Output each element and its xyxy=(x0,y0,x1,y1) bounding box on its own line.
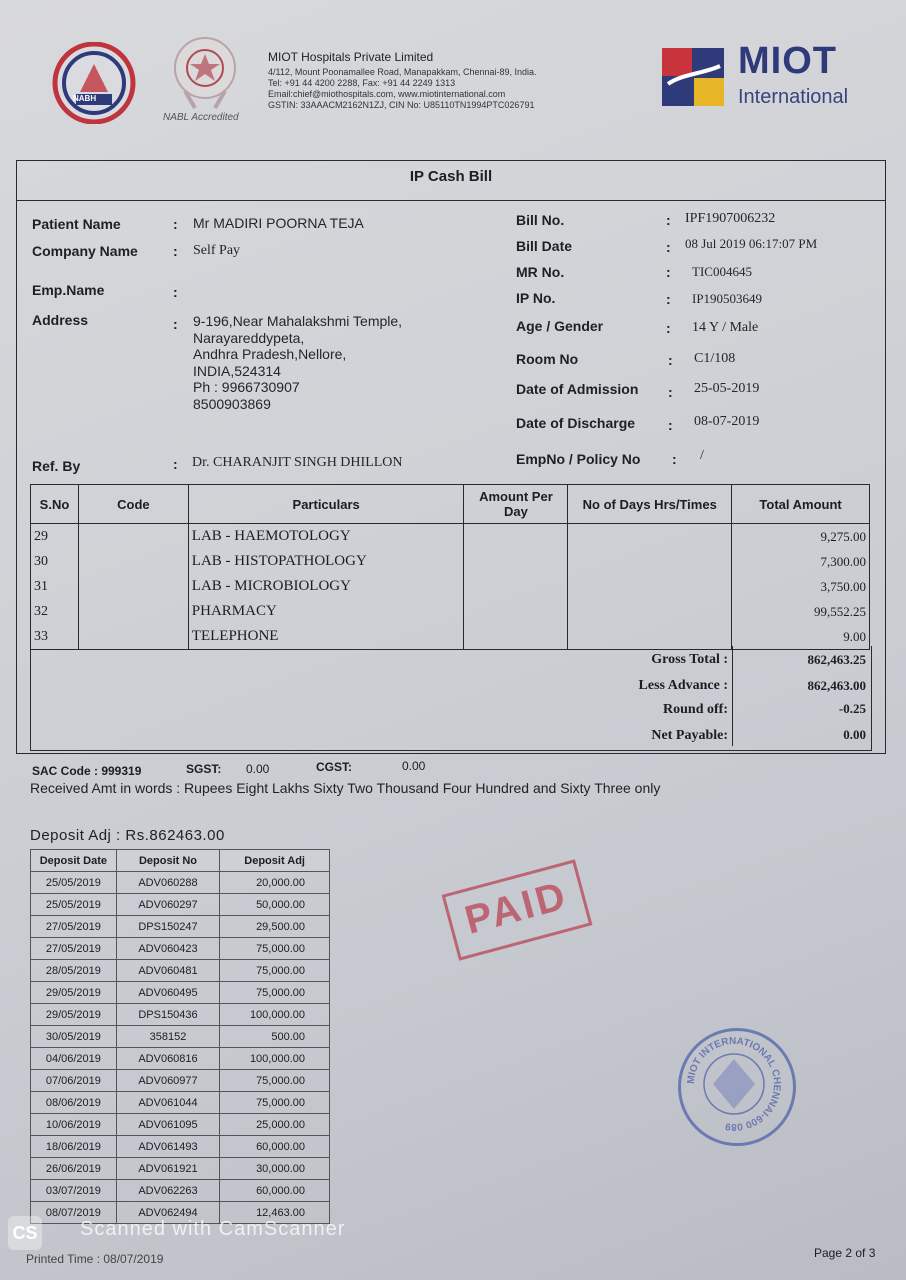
deposit-no: ADV061095 xyxy=(116,1114,220,1136)
col-no-of-days: No of Days Hrs/Times xyxy=(568,485,732,524)
item-days xyxy=(568,599,732,624)
bill-no: IPF1907006232 xyxy=(685,211,776,226)
address-line: 8500903869 xyxy=(193,395,271,412)
gross-total: 862,463.25 xyxy=(807,652,866,667)
col-sno: S.No xyxy=(31,485,79,524)
company-gstin: GSTIN: 33AAACM2162N1ZJ, CIN No: U85110TN1994PTC026791 xyxy=(268,100,535,110)
address-line: Andhra Pradesh,Nellore, xyxy=(193,346,347,362)
company-phone: Tel: +91 44 4200 2288, Fax: +91 44 2249 1313 xyxy=(268,78,456,88)
item-per-day xyxy=(464,599,568,624)
age-gender-label: Age / Gender xyxy=(516,318,604,334)
item-per-day xyxy=(464,574,568,599)
deposit-no: DPS150436 xyxy=(116,1004,220,1026)
ref-by-doctor: Dr. CHARANJIT SINGH DHILLON xyxy=(192,455,403,470)
deposit-date: 18/06/2019 xyxy=(31,1136,117,1158)
deposit-table xyxy=(30,849,330,1224)
deposit-no: ADV062494 xyxy=(116,1202,220,1224)
address-line: Ph : 9966730907 xyxy=(193,379,300,395)
deposit-date: 25/05/2019 xyxy=(31,894,117,916)
deposit-date: 10/06/2019 xyxy=(31,1114,117,1136)
deposit-date: 28/05/2019 xyxy=(31,960,117,982)
item-particular: TELEPHONE xyxy=(188,624,464,650)
address-line: 9-196,Near Mahalakshmi Temple, xyxy=(193,313,403,329)
empno-label: EmpNo / Policy No xyxy=(516,451,641,467)
item-days xyxy=(568,549,732,574)
col-code: Code xyxy=(78,485,188,524)
bill-title: IP Cash Bill xyxy=(409,168,493,185)
sac-code: SAC Code : 999319 xyxy=(32,764,142,778)
table-row xyxy=(31,524,870,550)
paid-stamp: PAID xyxy=(442,859,593,960)
colon: : xyxy=(173,216,178,232)
deposit-no: ADV060297 xyxy=(116,894,220,916)
less-advance: 862,463.00 xyxy=(807,678,866,693)
deposit-date: 08/06/2019 xyxy=(31,1092,117,1114)
address-line: Narayareddypeta, xyxy=(193,329,305,346)
seal-text: MIOT INTERNATIONAL CHENNAI-600 089 xyxy=(685,1035,783,1133)
address-block xyxy=(193,313,402,412)
table-row xyxy=(31,1180,330,1202)
deposit-no: ADV060816 xyxy=(116,1048,220,1070)
deposit-no: ADV060423 xyxy=(116,938,220,960)
item-per-day xyxy=(464,524,568,550)
item-sno: 32 xyxy=(31,599,79,624)
hospital-header xyxy=(268,50,537,111)
company-address: 4/112, Mount Poonamallee Road, Manapakkam, Chennai-89, India. xyxy=(268,67,537,77)
deposit-no: ADV060977 xyxy=(116,1070,220,1092)
deposit-date: 27/05/2019 xyxy=(31,938,117,960)
colon: : xyxy=(173,243,178,259)
deposit-no: ADV061921 xyxy=(116,1158,220,1180)
table-row xyxy=(31,982,330,1004)
sgst-label: SGST: xyxy=(186,762,222,776)
bill-items-table xyxy=(30,484,870,650)
item-total: 9,275.00 xyxy=(732,524,870,550)
item-code xyxy=(78,599,188,624)
deposit-date: 30/05/2019 xyxy=(31,1026,117,1048)
colon: : xyxy=(668,352,673,368)
deposit-adj-title: Deposit Adj : Rs.862463.00 xyxy=(30,827,225,844)
deposit-amount: 60,000.00 xyxy=(220,1136,330,1158)
table-row xyxy=(31,1136,330,1158)
table-row xyxy=(31,1048,330,1070)
item-particular: LAB - MICROBIOLOGY xyxy=(188,574,464,599)
page-number: Page 2 of 3 xyxy=(814,1246,876,1260)
deposit-no: DPS150247 xyxy=(116,916,220,938)
ip-no: IP190503649 xyxy=(692,291,763,306)
discharge-date: 08-07-2019 xyxy=(694,414,760,429)
deposit-no: ADV060495 xyxy=(116,982,220,1004)
address-label: Address xyxy=(32,312,89,328)
item-sno: 31 xyxy=(31,574,79,599)
company-name-label: Company Name xyxy=(32,243,138,259)
ref-by-label: Ref. By xyxy=(32,458,81,474)
company-email: Email:chief@miothospitals.com, www.miotinternational.com xyxy=(268,89,506,99)
item-sno: 33 xyxy=(31,624,79,650)
bill-date: 08 Jul 2019 06:17:07 PM xyxy=(685,236,818,251)
round-off: -0.25 xyxy=(838,701,866,716)
table-row xyxy=(31,916,330,938)
deposit-amount: 75,000.00 xyxy=(220,1070,330,1092)
item-total: 7,300.00 xyxy=(732,549,870,574)
deposit-no: ADV062263 xyxy=(116,1180,220,1202)
table-row xyxy=(31,1026,330,1048)
ip-no-label: IP No. xyxy=(516,290,556,306)
doa-label: Date of Admission xyxy=(516,381,639,397)
col-deposit-date: Deposit Date xyxy=(31,850,117,872)
item-code xyxy=(78,524,188,550)
table-row xyxy=(31,872,330,894)
deposit-amount: 75,000.00 xyxy=(220,960,330,982)
cgst-label: CGST: xyxy=(316,760,352,774)
empno-value: / xyxy=(700,448,704,463)
deposit-amount: 30,000.00 xyxy=(220,1158,330,1180)
deposit-amount: 100,000.00 xyxy=(220,1048,330,1070)
table-row xyxy=(31,574,870,599)
table-row xyxy=(31,1070,330,1092)
deposit-amount: 12,463.00 xyxy=(220,1202,330,1224)
deposit-amount: 100,000.00 xyxy=(220,1004,330,1026)
gross-total-label: Gross Total : xyxy=(651,652,728,667)
deposit-date: 29/05/2019 xyxy=(31,1004,117,1026)
miot-brand: MIOT xyxy=(738,40,837,82)
item-total: 99,552.25 xyxy=(732,599,870,624)
table-row xyxy=(31,549,870,574)
deposit-date: 27/05/2019 xyxy=(31,916,117,938)
bill-date-label: Bill Date xyxy=(516,238,573,254)
deposit-amount: 75,000.00 xyxy=(220,982,330,1004)
item-per-day xyxy=(464,549,568,574)
item-particular: PHARMACY xyxy=(188,599,464,624)
deposit-date: 07/06/2019 xyxy=(31,1070,117,1092)
colon: : xyxy=(666,264,671,280)
item-particular: LAB - HISTOPATHOLOGY xyxy=(188,549,464,574)
col-total-amount: Total Amount xyxy=(732,485,870,524)
deposit-amount: 75,000.00 xyxy=(220,1092,330,1114)
room-no-label: Room No xyxy=(516,351,579,367)
table-row xyxy=(31,960,330,982)
deposit-amount: 60,000.00 xyxy=(220,1180,330,1202)
dod-label: Date of Discharge xyxy=(516,415,636,431)
miot-brand-sub: International xyxy=(738,86,849,108)
table-row xyxy=(31,1092,330,1114)
item-total: 3,750.00 xyxy=(732,574,870,599)
colon: : xyxy=(672,451,677,467)
colon: : xyxy=(173,284,178,300)
colon: : xyxy=(173,316,178,332)
net-payable-label: Net Payable: xyxy=(651,728,728,743)
company-name: MIOT Hospitals Private Limited xyxy=(268,50,434,64)
item-days xyxy=(568,574,732,599)
patient-name-label: Patient Name xyxy=(32,216,121,232)
deposit-amount: 29,500.00 xyxy=(220,916,330,938)
scanner-badge: CS xyxy=(8,1216,42,1250)
deposit-no: ADV060481 xyxy=(116,960,220,982)
mr-no-label: MR No. xyxy=(516,264,565,280)
deposit-no: ADV060288 xyxy=(116,872,220,894)
printed-time: Printed Time : 08/07/2019 xyxy=(26,1252,164,1266)
deposit-amount: 50,000.00 xyxy=(220,894,330,916)
colon: : xyxy=(666,320,671,336)
item-code xyxy=(78,549,188,574)
emp-name-label: Emp.Name xyxy=(32,282,105,298)
col-deposit-no: Deposit No xyxy=(116,850,220,872)
deposit-date: 08/07/2019 xyxy=(31,1202,117,1224)
hospital-seal xyxy=(678,1028,796,1146)
cgst-value: 0.00 xyxy=(402,759,426,773)
colon: : xyxy=(666,291,671,307)
deposit-amount: 20,000.00 xyxy=(220,872,330,894)
deposit-date: 25/05/2019 xyxy=(31,872,117,894)
nabl-caption: NABL Accredited xyxy=(163,112,239,123)
item-particular: LAB - HAEMOTOLOGY xyxy=(188,524,464,550)
room-no: C1/108 xyxy=(694,351,736,366)
col-deposit-adj: Deposit Adj xyxy=(220,850,330,872)
deposit-date: 26/06/2019 xyxy=(31,1158,117,1180)
colon: : xyxy=(668,384,673,400)
title-divider xyxy=(17,200,885,201)
mr-no: TIC004645 xyxy=(692,264,752,279)
deposit-date: 04/06/2019 xyxy=(31,1048,117,1070)
colon: : xyxy=(173,456,178,472)
scanner-watermark: Scanned with CamScanner xyxy=(80,1218,346,1240)
sgst-value: 0.00 xyxy=(246,762,270,776)
colon: : xyxy=(666,212,671,228)
item-code xyxy=(78,574,188,599)
nabh-text: NABH xyxy=(73,94,97,103)
item-sno: 29 xyxy=(31,524,79,550)
deposit-date: 03/07/2019 xyxy=(31,1180,117,1202)
age-gender: 14 Y / Male xyxy=(692,320,759,335)
colon: : xyxy=(666,239,671,255)
item-sno: 30 xyxy=(31,549,79,574)
deposit-no: 358152 xyxy=(116,1026,220,1048)
deposit-header-row xyxy=(31,850,330,872)
patient-name: Mr MADIRI POORNA TEJA xyxy=(193,215,364,231)
deposit-amount: 25,000.00 xyxy=(220,1114,330,1136)
table-row xyxy=(31,938,330,960)
table-row xyxy=(31,894,330,916)
col-particulars: Particulars xyxy=(188,485,464,524)
round-off-label: Round off: xyxy=(663,702,728,717)
nabh-logo xyxy=(50,42,138,124)
less-advance-label: Less Advance : xyxy=(638,678,728,693)
item-days xyxy=(568,524,732,550)
company-name-value: Self Pay xyxy=(193,243,241,258)
address-line: INDIA,524314 xyxy=(193,362,281,379)
table-row xyxy=(31,1004,330,1026)
received-amount-words: Received Amt in words : Rupees Eight Lakhs Sixty Two Thousand Four Hundred and Sixty Three only xyxy=(30,780,661,796)
admission-date: 25-05-2019 xyxy=(694,381,760,396)
deposit-amount: 500.00 xyxy=(220,1026,330,1048)
deposit-amount: 75,000.00 xyxy=(220,938,330,960)
item-total: 9.00 xyxy=(732,624,870,650)
bill-no-label: Bill No. xyxy=(516,212,565,228)
table-row xyxy=(31,1158,330,1180)
deposit-no: ADV061044 xyxy=(116,1092,220,1114)
net-payable: 0.00 xyxy=(843,727,866,742)
colon: : xyxy=(668,417,673,433)
col-amount-per-day: Amount Per Day xyxy=(464,485,568,524)
table-row xyxy=(31,599,870,624)
deposit-date: 29/05/2019 xyxy=(31,982,117,1004)
table-row xyxy=(31,1114,330,1136)
table-header-row xyxy=(31,485,870,524)
deposit-no: ADV061493 xyxy=(116,1136,220,1158)
